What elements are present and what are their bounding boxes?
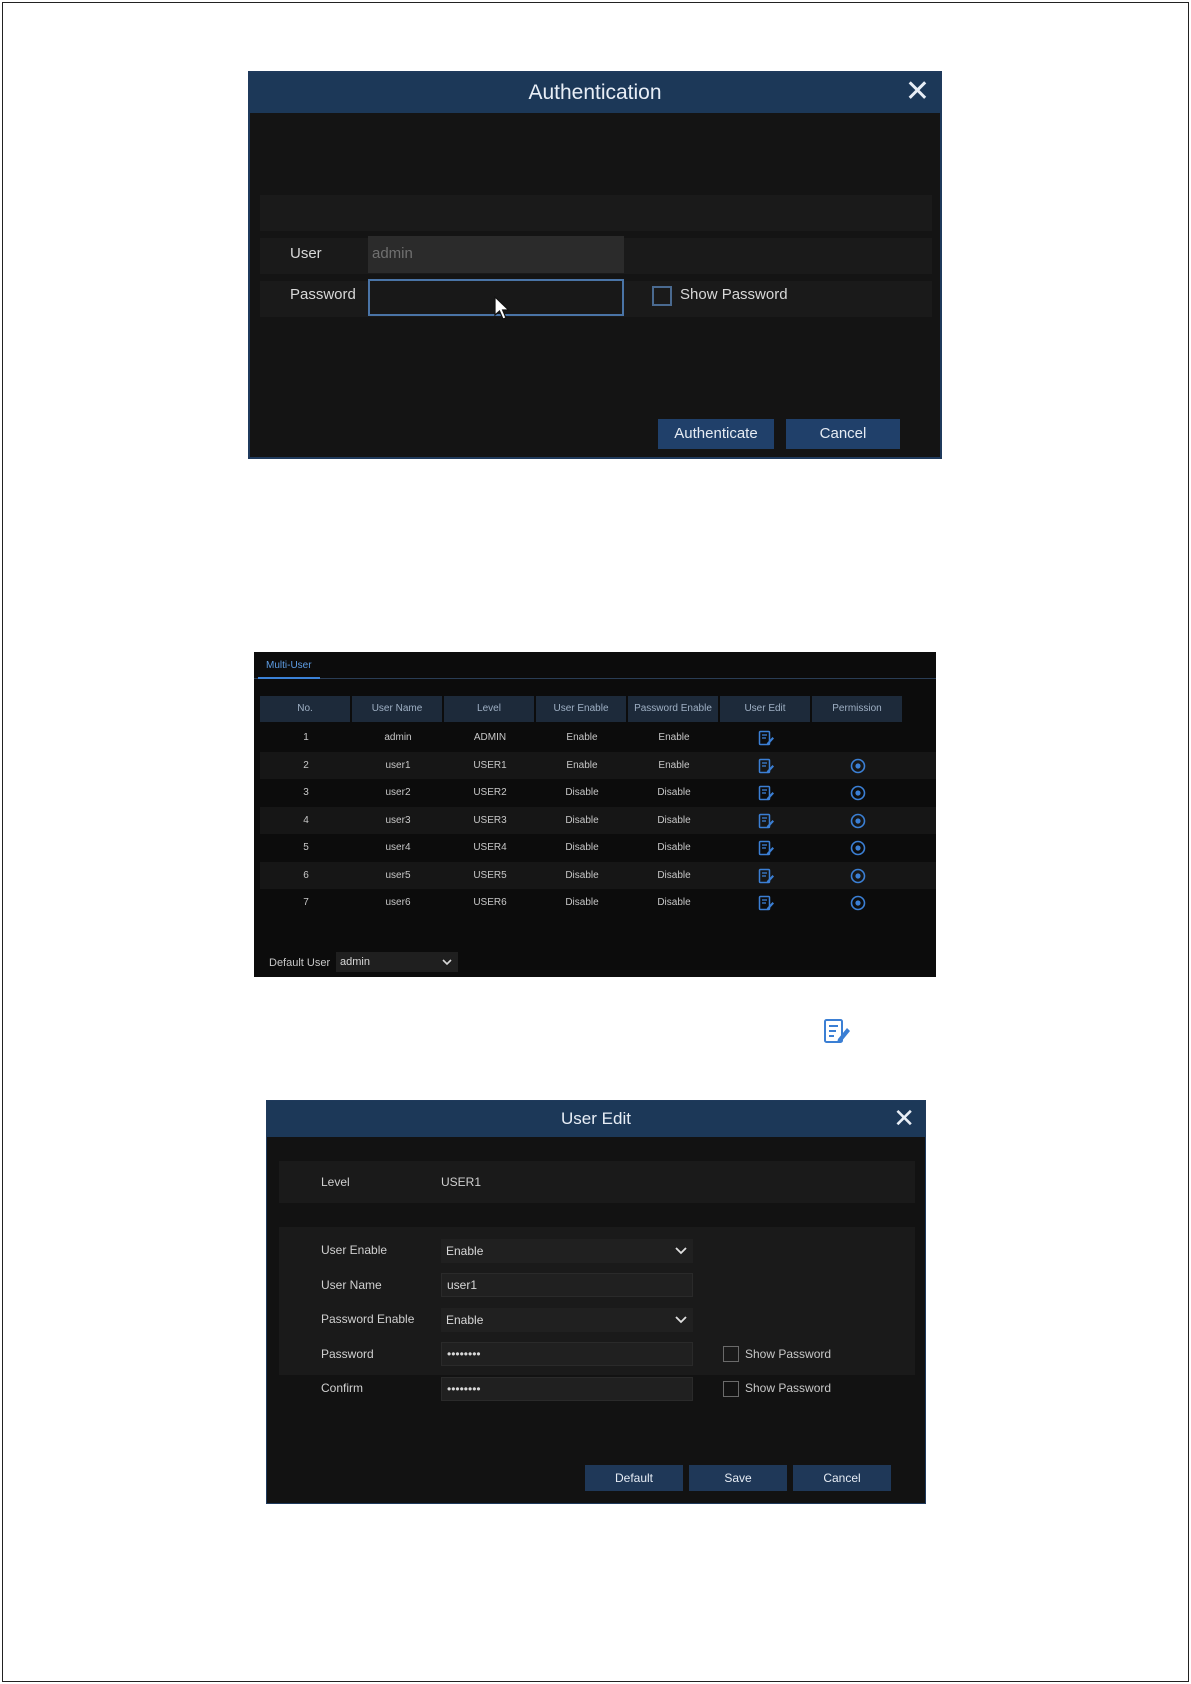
edit-icon: [823, 1018, 851, 1044]
table-cell-no: 2: [303, 759, 309, 771]
close-icon[interactable]: ✕: [904, 75, 930, 108]
table-cell-user-enable: Enable: [566, 759, 598, 771]
table-row: [260, 834, 936, 861]
table-row: [260, 889, 936, 916]
password-input[interactable]: ••••••••: [441, 1342, 693, 1366]
column-header: Password Enable: [628, 696, 720, 722]
cancel-button[interactable]: Cancel: [786, 419, 900, 449]
user-name-input[interactable]: user1: [441, 1273, 693, 1297]
chevron-down-icon: [675, 1308, 687, 1332]
confirm-label: Confirm: [321, 1381, 364, 1395]
table-row: [260, 779, 936, 806]
table-cell-password-enable: Disable: [657, 787, 691, 798]
authenticate-button[interactable]: Authenticate: [658, 419, 774, 449]
show-password-label: Show Password: [745, 1381, 832, 1395]
table-cell-user-enable: Disable: [565, 869, 599, 881]
column-header: User Enable: [536, 696, 628, 722]
show-password-label: Show Password: [680, 286, 788, 303]
table-cell-user-enable: Disable: [565, 787, 599, 798]
user-edit-dialog: [266, 1100, 926, 1504]
password-enable-value: Enable: [446, 1313, 484, 1327]
table-cell-password-enable: Disable: [657, 842, 691, 853]
table-cell-level: USER1: [473, 759, 507, 771]
table-cell-name: user5: [385, 869, 411, 881]
table-cell-user-enable: Disable: [565, 897, 599, 908]
table-cell-user-enable: Disable: [565, 814, 599, 826]
table-cell-name: user6: [385, 897, 411, 908]
table-cell-name: admin: [384, 732, 412, 743]
user-label: User: [290, 245, 322, 262]
user-field: admin: [368, 236, 624, 273]
save-button[interactable]: Save: [689, 1465, 787, 1491]
permission-gear-icon[interactable]: [850, 813, 866, 834]
table-cell-level: ADMIN: [473, 732, 507, 743]
column-header: No.: [260, 696, 352, 722]
table-cell-no: 5: [303, 842, 309, 853]
table-row: [260, 724, 936, 751]
tab-multi-user[interactable]: Multi-User: [258, 656, 320, 679]
table-cell-no: 7: [303, 897, 309, 908]
show-password-label: Show Password: [745, 1347, 832, 1361]
table-cell-no: 3: [303, 787, 309, 798]
edit-icon[interactable]: [758, 785, 774, 806]
permission-gear-icon[interactable]: [850, 868, 866, 889]
table-cell-user-enable: Enable: [566, 732, 598, 743]
default-button[interactable]: Default: [585, 1465, 683, 1491]
permission-gear-icon[interactable]: [850, 840, 866, 861]
column-header: User Name: [352, 696, 444, 722]
show-confirm-password-checkbox[interactable]: [723, 1381, 739, 1397]
user-name-label: User Name: [321, 1278, 382, 1292]
table-cell-level: USER2: [473, 787, 507, 798]
table-cell-level: USER3: [473, 814, 507, 826]
authentication-dialog: [248, 71, 942, 459]
permission-gear-icon[interactable]: [850, 785, 866, 806]
table-cell-name: user4: [385, 842, 411, 853]
table-cell-password-enable: Disable: [657, 897, 691, 908]
column-header: User Edit: [720, 696, 812, 722]
edit-icon[interactable]: [758, 868, 774, 889]
user-enable-value: Enable: [446, 1244, 484, 1258]
edit-icon[interactable]: [758, 813, 774, 834]
table-cell-name: user1: [385, 759, 411, 771]
user-enable-select[interactable]: [441, 1239, 693, 1263]
table-cell-password-enable: Disable: [657, 814, 691, 826]
edit-icon[interactable]: [758, 730, 774, 751]
password-label: Password: [321, 1347, 374, 1361]
dialog-title: Authentication: [250, 73, 940, 113]
permission-gear-icon[interactable]: [850, 758, 866, 779]
table-cell-no: 4: [303, 814, 309, 826]
default-user-value: admin: [340, 956, 370, 968]
table-cell-password-enable: Enable: [658, 759, 690, 771]
table-cell-name: user2: [385, 787, 411, 798]
table-cell-no: 1: [303, 732, 309, 743]
table-cell-password-enable: Disable: [657, 869, 691, 881]
edit-icon[interactable]: [758, 895, 774, 916]
user-enable-label: User Enable: [321, 1243, 388, 1257]
table-row: [260, 862, 936, 889]
permission-gear-icon[interactable]: [850, 895, 866, 916]
show-password-checkbox[interactable]: [652, 286, 672, 306]
show-password-checkbox[interactable]: [723, 1346, 739, 1362]
cancel-button[interactable]: Cancel: [793, 1465, 891, 1491]
column-header: Permission: [812, 696, 904, 722]
password-enable-label: Password Enable: [321, 1312, 415, 1326]
column-header: Level: [444, 696, 536, 722]
chevron-down-icon: [675, 1239, 687, 1263]
table-cell-no: 6: [303, 869, 309, 881]
default-user-select[interactable]: [336, 952, 458, 972]
row-band: [260, 195, 932, 231]
edit-icon[interactable]: [758, 758, 774, 779]
table-cell-password-enable: Enable: [658, 732, 690, 743]
table-cell-level: USER5: [473, 869, 507, 881]
table-row: [260, 807, 936, 834]
row-band: [279, 1161, 915, 1203]
mouse-cursor-icon: [494, 296, 511, 322]
chevron-down-icon: [442, 952, 452, 972]
edit-icon[interactable]: [758, 840, 774, 861]
table-cell-level: USER6: [473, 897, 507, 908]
table-cell-name: user3: [385, 814, 411, 826]
close-icon[interactable]: ✕: [893, 1103, 915, 1133]
multi-user-panel: [254, 652, 936, 977]
table-row: [260, 752, 936, 779]
password-enable-select[interactable]: [441, 1308, 693, 1332]
level-label: Level: [321, 1175, 350, 1189]
dialog-title: User Edit: [267, 1101, 925, 1137]
table-cell-level: USER4: [473, 842, 507, 853]
password-label: Password: [290, 286, 356, 303]
confirm-password-input[interactable]: ••••••••: [441, 1377, 693, 1401]
table-cell-user-enable: Disable: [565, 842, 599, 853]
default-user-label: Default User: [269, 957, 331, 969]
tab-bar: [254, 652, 936, 679]
level-value: USER1: [441, 1175, 482, 1189]
